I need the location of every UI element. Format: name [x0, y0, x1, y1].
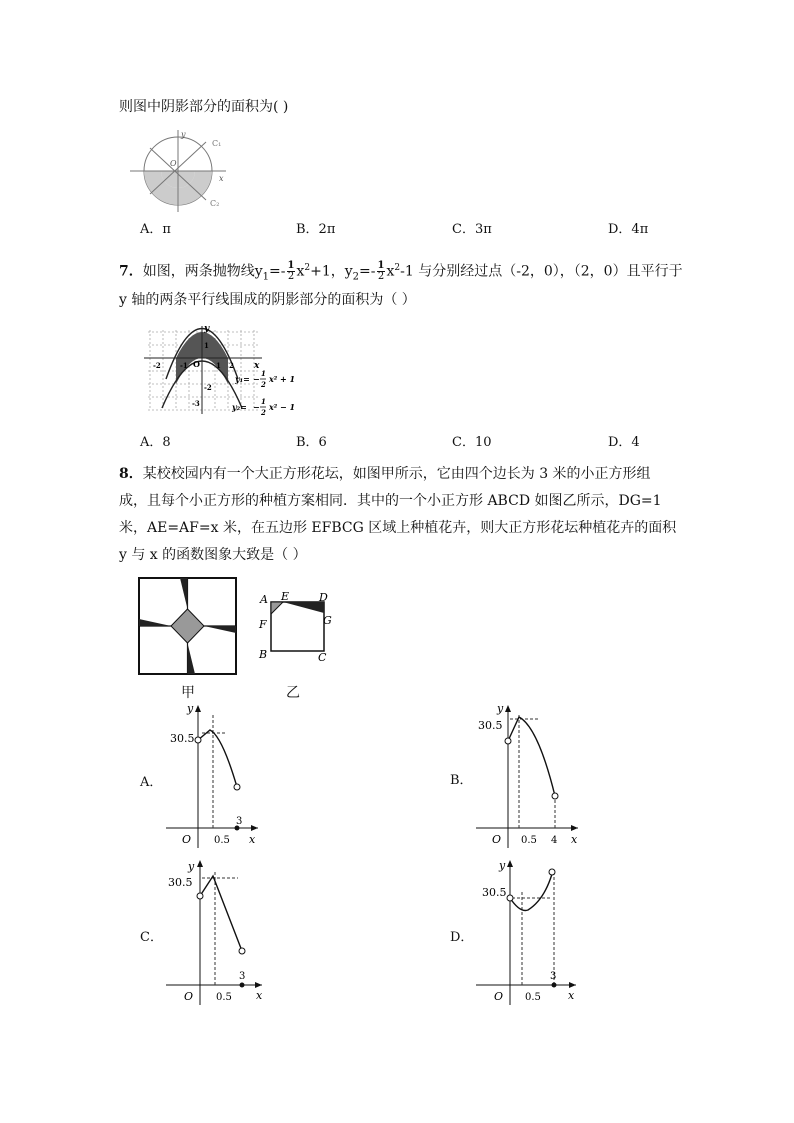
svg-text:x: x — [568, 989, 575, 1002]
svg-text:4: 4 — [551, 835, 558, 846]
q7-option-d[interactable]: D．4 — [608, 435, 640, 450]
svg-text:D: D — [319, 591, 328, 604]
q6-circle-figure — [130, 128, 230, 214]
q6-option-b[interactable]: B．2π — [296, 222, 336, 237]
svg-text:0.5: 0.5 — [216, 992, 232, 1003]
q8-option-c[interactable]: C． — [140, 930, 163, 945]
svg-text:y: y — [499, 859, 506, 872]
svg-text:3: 3 — [236, 816, 243, 827]
q8-question-line4: y 与 x 的函数图象大致是（ ） — [119, 547, 307, 563]
svg-text:E: E — [281, 590, 290, 603]
q6-label-c1: C₁ — [212, 139, 222, 148]
q8-number: 8． — [119, 466, 143, 482]
q6-label-c2: C₂ — [210, 199, 220, 208]
q7-option-b[interactable]: B．6 — [296, 435, 327, 450]
svg-text:30.5: 30.5 — [482, 886, 507, 899]
svg-text:F: F — [259, 618, 267, 631]
svg-text:3: 3 — [550, 971, 557, 982]
svg-text:0.5: 0.5 — [214, 835, 230, 846]
svg-text:A: A — [260, 593, 268, 606]
svg-text:30.5: 30.5 — [168, 876, 193, 889]
svg-text:30.5: 30.5 — [170, 732, 195, 745]
svg-text:0.5: 0.5 — [521, 835, 537, 846]
svg-text:2: 2 — [261, 408, 266, 417]
svg-text:x: x — [249, 833, 256, 846]
q6-label-o: O — [170, 159, 177, 168]
svg-text:O: O — [492, 833, 502, 846]
svg-text:x² − 1: x² − 1 — [269, 402, 296, 412]
svg-text:-2: -2 — [204, 383, 212, 392]
svg-text:y₁=: y₁= — [235, 374, 250, 384]
q8-option-b[interactable]: B． — [450, 773, 473, 788]
q6-option-c[interactable]: C．3π — [452, 222, 492, 237]
caption-jia: 甲 — [181, 685, 195, 701]
q7-frac-2: $\frac{1}{2}$ — [377, 260, 385, 283]
q8-graph-b — [470, 703, 582, 853]
svg-text:x² + 1: x² + 1 — [269, 374, 296, 384]
figure-yi — [256, 586, 336, 668]
svg-text:-3: -3 — [192, 399, 200, 408]
q7-frac-1: $\frac{1}{2}$ — [287, 260, 295, 283]
q6-question-text: 则图中阴影部分的面积为( ) — [119, 99, 289, 115]
svg-text:−: − — [253, 402, 260, 412]
svg-text:y: y — [497, 703, 504, 715]
q7-option-a[interactable]: A．8 — [140, 435, 171, 450]
q8-graph-c — [160, 858, 266, 1008]
svg-text:2: 2 — [229, 361, 234, 370]
svg-text:1: 1 — [261, 397, 266, 406]
svg-text:x: x — [256, 989, 263, 1002]
svg-text:3: 3 — [239, 971, 246, 982]
q7-question-line2: y 轴的两条平行线围成的阴影部分的面积为（ ） — [119, 292, 416, 308]
svg-text:2: 2 — [261, 380, 266, 389]
q6-label-y: y — [181, 130, 186, 139]
q6-label-x: x — [219, 174, 224, 183]
q7-number: 7． — [119, 263, 143, 280]
svg-text:-2: -2 — [153, 361, 161, 370]
caption-yi: 乙 — [286, 685, 300, 701]
q8-graph-a — [160, 703, 260, 853]
svg-text:B: B — [259, 648, 268, 661]
svg-text:x: x — [254, 361, 260, 371]
svg-text:O: O — [184, 990, 194, 1003]
q8-graph-d — [470, 858, 580, 1008]
q7-parabola-figure — [140, 322, 310, 418]
svg-text:y: y — [188, 860, 195, 873]
q8-question-line3: 米，AE=AF=x 米，在五边形 EFBCG 区域上种植花卉，则大正方形花坛种植花卉的面积 — [119, 520, 677, 536]
svg-text:y: y — [187, 703, 194, 715]
q7-option-c[interactable]: C．10 — [452, 435, 492, 450]
q8-option-d[interactable]: D． — [450, 930, 474, 945]
q8-question-line1: 8．某校校园内有一个大正方形花坛，如图甲所示，它由四个边长为 3 米的小正方形组 — [119, 466, 651, 482]
svg-text:0.5: 0.5 — [525, 992, 541, 1003]
figure-jia — [138, 577, 238, 675]
svg-text:O: O — [494, 990, 504, 1003]
svg-text:G: G — [323, 614, 332, 627]
svg-text:1: 1 — [204, 341, 209, 350]
q6-option-d[interactable]: D．4π — [608, 222, 649, 237]
svg-text:O: O — [193, 359, 200, 369]
svg-text:30.5: 30.5 — [478, 719, 503, 732]
q8-question-line2: 成，且每个小正方形的种植方案相同．其中的一个小正方形 ABCD 如图乙所示，DG=1 — [119, 493, 662, 509]
q7-question-line1: 7．如图，两条抛物线$y_1=-$ $\frac{1}{2}$ $x^2+1$，$y_2=-$ $\frac{1}{2}$ $x^2-1$ 与分别经过点（-2，0），（2，0）且平行于 — [119, 260, 683, 283]
svg-text:-1: -1 — [180, 361, 188, 370]
svg-text:O: O — [182, 833, 192, 846]
svg-text:−: − — [253, 374, 260, 384]
svg-text:1: 1 — [216, 361, 221, 370]
svg-text:C: C — [318, 651, 327, 664]
svg-text:y: y — [204, 324, 210, 334]
q6-option-a[interactable]: A．π — [140, 222, 171, 237]
svg-text:1: 1 — [261, 369, 266, 378]
svg-text:y₂=: y₂= — [232, 402, 247, 412]
q8-option-a[interactable]: A． — [140, 775, 163, 790]
svg-text:x: x — [571, 833, 578, 846]
